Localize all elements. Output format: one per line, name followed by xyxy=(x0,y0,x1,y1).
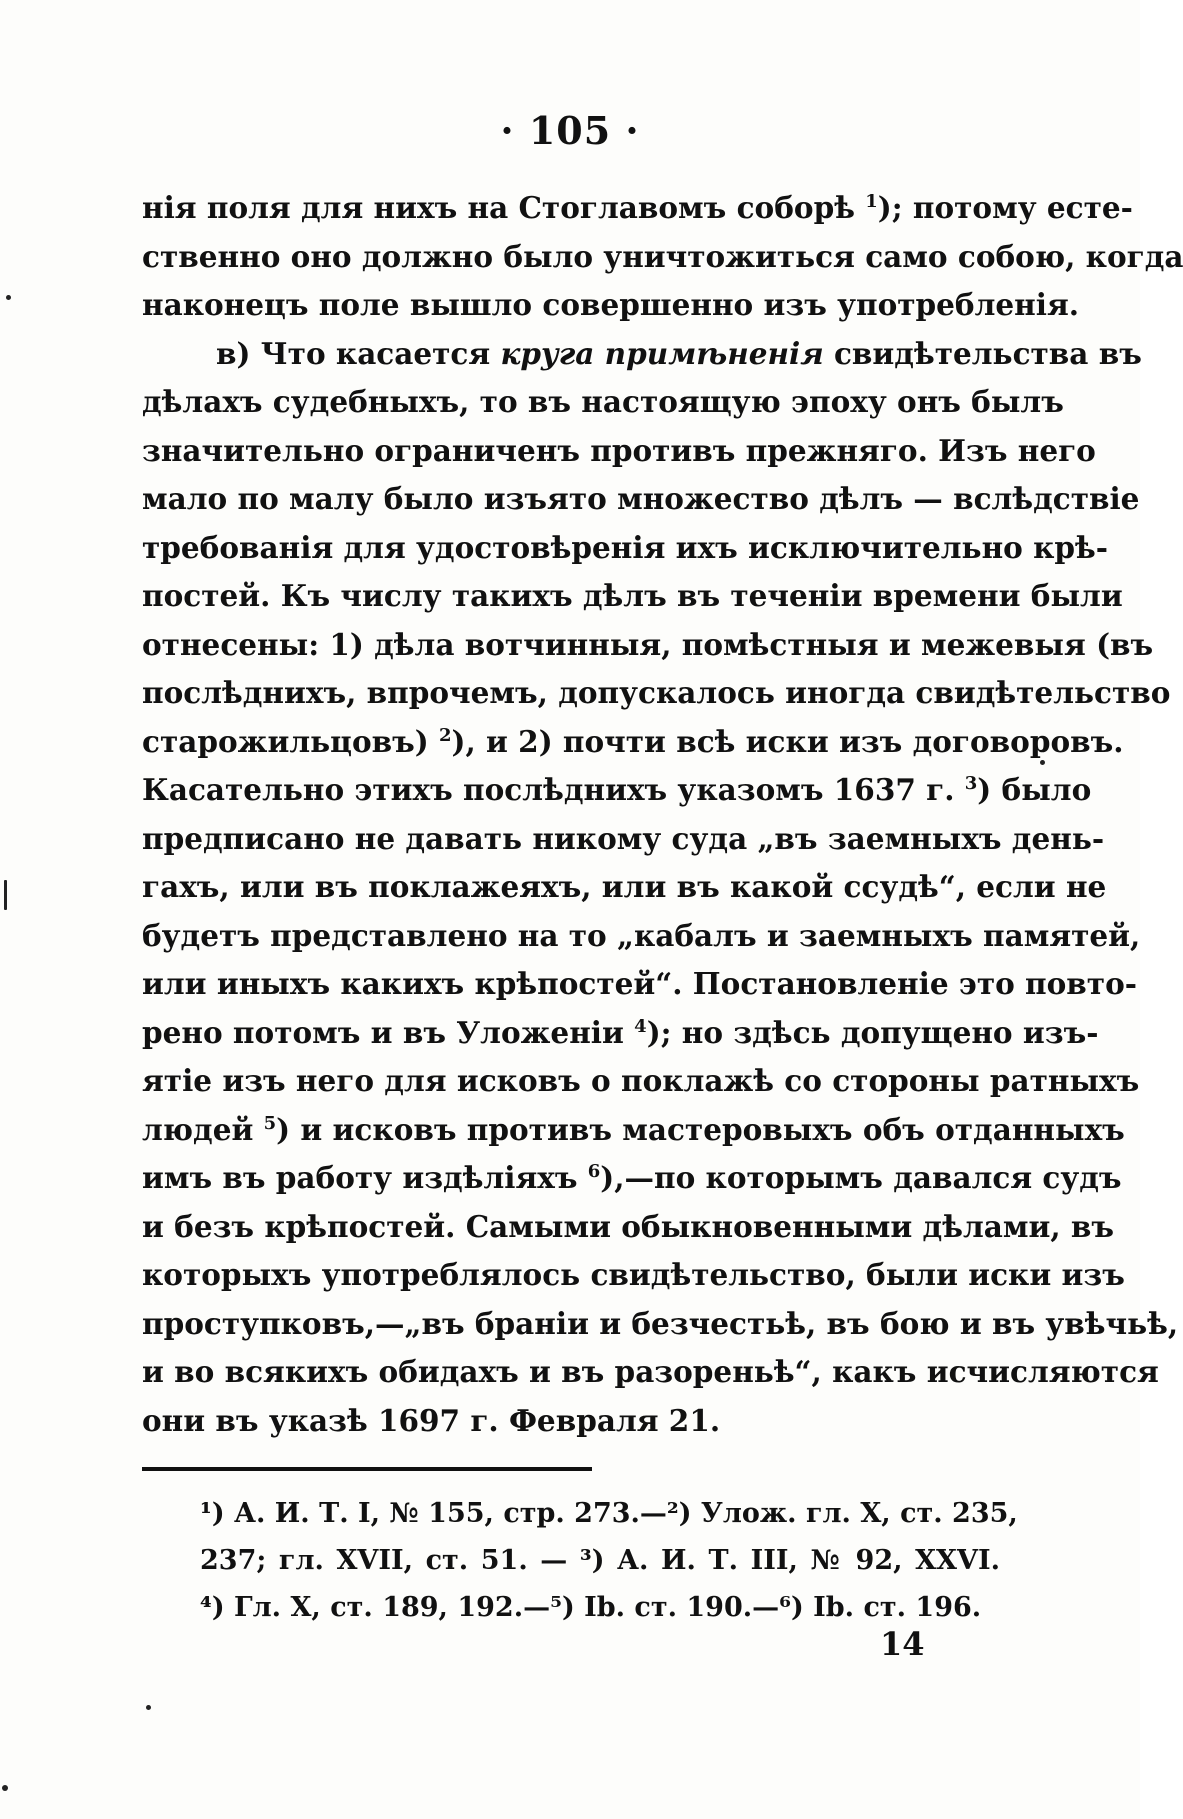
footnote-line: 237; гл. XVII, ст. 51. — ³) А. И. Т. III, № 92, XXVI. xyxy=(200,1545,1000,1576)
text-line xyxy=(142,184,1133,233)
print-speck xyxy=(6,295,11,300)
text-line xyxy=(142,378,1064,427)
text-segment: старожильцовъ) xyxy=(142,723,439,759)
text-segment: гахъ, или въ поклажеяхъ, или въ какой ссудѣ“, если не xyxy=(142,869,1107,904)
text-line xyxy=(142,1348,1159,1397)
text-segment: или иныхъ какихъ крѣпостей“. Постановленіе это повто- xyxy=(142,966,1138,1001)
text-line xyxy=(142,766,1092,815)
footnote-reference: 5 xyxy=(263,1112,277,1134)
text-segment: нія поля для нихъ на Стоглавомъ соборѣ xyxy=(142,190,866,225)
text-line xyxy=(142,1057,1140,1106)
text-segment: ); потому есте- xyxy=(877,190,1133,225)
text-segment: которыхъ употреблялось свидѣтельство, были иски изъ xyxy=(142,1257,1125,1292)
footnote-line: ⁴) Гл. X, ст. 189, 192.—⁵) Ib. ст. 190.—⁶) Ib. ст. 196. xyxy=(200,1592,982,1623)
text-line xyxy=(142,281,1080,330)
print-speck xyxy=(1040,760,1045,765)
text-line xyxy=(142,572,1123,621)
footnote-reference: 1 xyxy=(865,191,878,213)
text-segment: людей xyxy=(142,1111,264,1147)
text-line xyxy=(142,1251,1125,1300)
text-segment: ), и 2) почти всѣ иски изъ договоровъ. xyxy=(451,723,1124,759)
text-segment: ятіе изъ него для исковъ о поклажѣ со стороны ратныхъ xyxy=(142,1063,1140,1098)
print-speck xyxy=(4,880,7,910)
text-segment: свидѣтельства въ xyxy=(823,335,1142,371)
text-line xyxy=(142,1154,1122,1203)
text-line xyxy=(142,233,1183,282)
body-text xyxy=(142,184,1183,1445)
text-line xyxy=(142,912,1141,961)
text-segment: будетъ представлено на то „кабалъ и заемныхъ памятей, xyxy=(142,917,1141,953)
text-line xyxy=(142,1397,1000,1446)
text-segment: требованія для удостовѣренія ихъ исключительно крѣ- xyxy=(142,529,1109,565)
footnote-reference: 4 xyxy=(634,1015,647,1037)
signature-mark: 14 xyxy=(880,1625,925,1663)
text-segment: ственно оно должно было уничтожиться само собою, когда xyxy=(142,238,1183,274)
text-segment: мало по малу было изъято множество дѣлъ — вслѣдствіе xyxy=(142,481,1140,516)
text-segment: дѣлахъ судебныхъ, то въ настоящую эпоху онъ былъ xyxy=(142,384,1064,419)
text-line xyxy=(142,1300,1179,1349)
text-line xyxy=(142,863,1107,912)
text-line xyxy=(142,1106,1125,1155)
text-segment: Касательно этихъ послѣднихъ указомъ 1637 г. xyxy=(142,772,965,807)
footnote-reference: 2 xyxy=(438,724,452,746)
text-line xyxy=(142,960,1138,1009)
text-segment: ) было xyxy=(977,772,1092,807)
text-segment: постей. Къ числу такихъ дѣлъ въ теченіи времени были xyxy=(142,578,1123,613)
text-segment: в) Что касается xyxy=(216,335,501,371)
text-segment: они въ указѣ 1697 г. Февраля 21. xyxy=(142,1402,721,1438)
text-line xyxy=(142,524,1109,573)
text-line xyxy=(142,669,1171,718)
text-line xyxy=(142,718,1124,767)
text-line xyxy=(142,427,1096,476)
text-segment: проступковъ,—„въ браніи и безчестьѣ, въ бою и въ увѣчьѣ, xyxy=(142,1305,1179,1341)
text-segment: предписано не давать никому суда „въ заемныхъ день- xyxy=(142,820,1105,856)
text-segment: ) и исковъ противъ мастеровыхъ объ отданныхъ xyxy=(276,1111,1125,1147)
text-segment: ); но здѣсь допущено изъ- xyxy=(646,1014,1099,1050)
page-number: · 105 · xyxy=(500,108,640,153)
text-segment: ),—по которымъ давался судъ xyxy=(600,1160,1122,1195)
print-speck xyxy=(2,1785,8,1791)
text-segment: и во всякихъ обидахъ и въ разореньѣ“, какъ исчисляются xyxy=(142,1354,1159,1389)
text-line xyxy=(142,1009,1099,1058)
text-line xyxy=(142,475,1140,524)
italic-term: круга примѣненія xyxy=(500,335,824,371)
text-line xyxy=(142,815,1105,864)
footnotes xyxy=(200,1490,1018,1631)
footnote-reference: 6 xyxy=(587,1161,601,1183)
text-line xyxy=(142,1203,1115,1252)
text-segment: отнесены: 1) дѣла вотчинныя, помѣстныя и межевыя (въ xyxy=(142,626,1154,662)
footnote-line: ¹) А. И. Т. I, № 155, стр. 273.—²) Улож. гл. X, ст. 235, xyxy=(200,1498,1018,1529)
text-line xyxy=(142,621,1154,670)
text-segment: рено потомъ и въ Уложеніи xyxy=(142,1014,635,1050)
text-segment: и безъ крѣпостей. Самыми обыкновенными дѣлами, въ xyxy=(142,1208,1115,1244)
footnote-reference: 3 xyxy=(964,773,978,795)
footnote-rule xyxy=(142,1467,592,1471)
text-segment: имъ въ работу издѣліяхъ xyxy=(142,1160,588,1195)
text-segment: наконецъ поле вышло совершенно изъ употребленія. xyxy=(142,287,1080,322)
text-segment: послѣднихъ, впрочемъ, допускалось иногда свидѣтельство xyxy=(142,675,1171,710)
print-speck xyxy=(146,1705,151,1710)
text-segment: значительно ограниченъ противъ прежняго. Изъ него xyxy=(142,432,1096,468)
text-line xyxy=(142,330,1142,379)
